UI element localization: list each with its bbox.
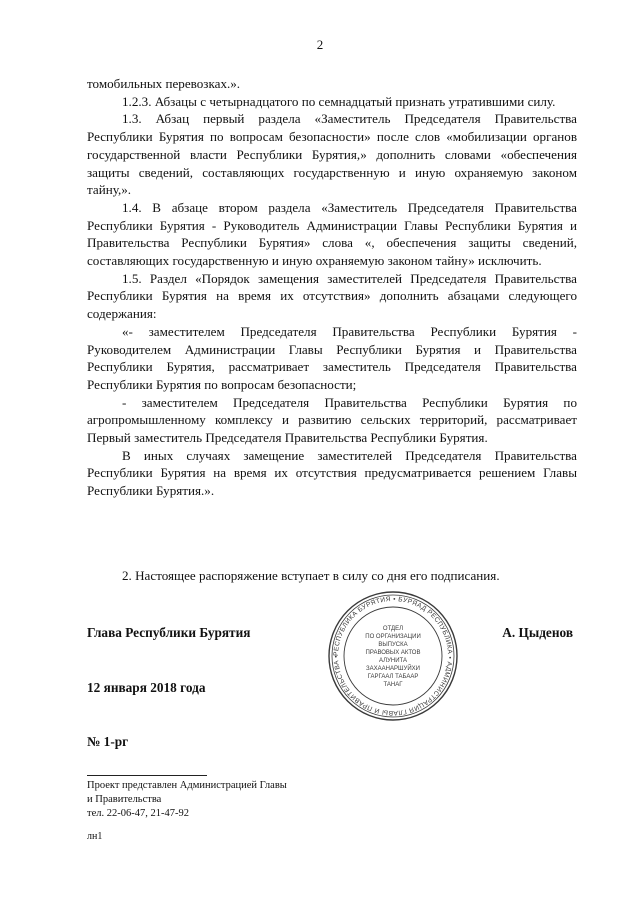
footer-line: тел. 22-06-47, 21-47-92 [87, 808, 189, 819]
seal-center-line: ЗАХААНАРШУЙХИ [366, 666, 420, 672]
footer-line: Проект представлен Администрацией Главы [87, 780, 287, 791]
page-number: 2 [316, 37, 324, 52]
seal-graphic [326, 589, 460, 723]
seal-center-line: ВЫПУСКА [378, 642, 408, 648]
seal-center-line: АЛУНИТА [379, 658, 407, 664]
body-paragraph: - заместителем Председателя Правительства Республики Бурятия по агропромышленному комплексу и развитию сельских территорий, рассматривает Первый заместитель Председателя Правительства Республики Бурятия. [87, 394, 577, 446]
seal-center-line: ОТДЕЛ [382, 626, 404, 632]
footer-divider [87, 775, 207, 776]
body-paragraph: 1.4. В абзаце втором раздела «Заместитель Председателя Правительства Республики Бурятия - Руководитель Администрации Главы Республики Бурятия и Правительства Республики Бурятия» слова «, обеспечения защиты сведений, составляющих государственную и иную охраняемую законом тайну» исключить. [87, 199, 577, 269]
seal-center-line: ГАРГААЛ ТАБААР [367, 674, 419, 680]
official-seal [326, 589, 460, 723]
seal-center-line: ПО ОРГАНИЗАЦИИ [365, 634, 421, 640]
seal-center-text [365, 626, 421, 688]
body-paragraph: 1.2.3. Абзацы с четырнадцатого по семнадцатый признать утратившими силу. [122, 93, 556, 109]
body-paragraph: В иных случаях замещение заместителей Председателя Правительства Республики Бурятия на время их отсутствия предусматривается решением Главы Республики Бурятия.». [87, 447, 577, 499]
footer-note [87, 779, 287, 821]
final-clause: 2. Настоящее распоряжение вступает в силу со дня его подписания. [122, 568, 500, 583]
body-paragraph: 1.3. Абзац первый раздела «Заместитель Председателя Правительства Республики Бурятия по вопросам безопасности» после слов «мобилизации органов государственной власти Республики Бурятия,» дополнить словами «обеспечения защиты сведений, составляющих государственную и иную охраняемую законом тайну,». [87, 111, 577, 198]
signature-title: Глава Республики Бурятия [87, 625, 251, 640]
body-paragraph: 1.5. Раздел «Порядок замещения заместителей Председателя Правительства Республики Бурятия на время их отсутствия» дополнить абзацами следующего содержания: [87, 270, 577, 322]
signature-name: А. Цыденов [502, 625, 573, 640]
body-paragraph: «- заместителем Председателя Правительства Республики Бурятия - Руководителем Администрации Главы Республики Бурятия и Правительства Республики Бурятия, рассматривает заместитель Председателя Правительства Республики Бурятия по вопросам безопасности; [87, 323, 577, 392]
seal-ring-text: РЕСПУБЛИКА БУРЯТИЯ • БУРЯАД РЕСПУБЛИКА • АДМИНИСТРАЦИЯ ГЛАВЫ И ПРАВИТЕЛЬСТВА • [332, 595, 454, 717]
seal-outer-ring [329, 592, 457, 720]
seal-outer-ring-inner [332, 595, 454, 717]
document-number: № 1-рг [87, 734, 129, 749]
footer-code: лн1 [87, 831, 103, 842]
seal-center-line: ПРАВОВЫХ АКТОВ [365, 650, 421, 656]
seal-inner-ring [344, 607, 442, 705]
seal-center-line: ТАНАГ [383, 682, 403, 688]
document-date: 12 января 2018 года [87, 680, 206, 695]
body-text [87, 75, 577, 500]
body-paragraph: томобильных перевозках.». [87, 76, 241, 91]
footer-line: и Правительства [87, 794, 162, 805]
